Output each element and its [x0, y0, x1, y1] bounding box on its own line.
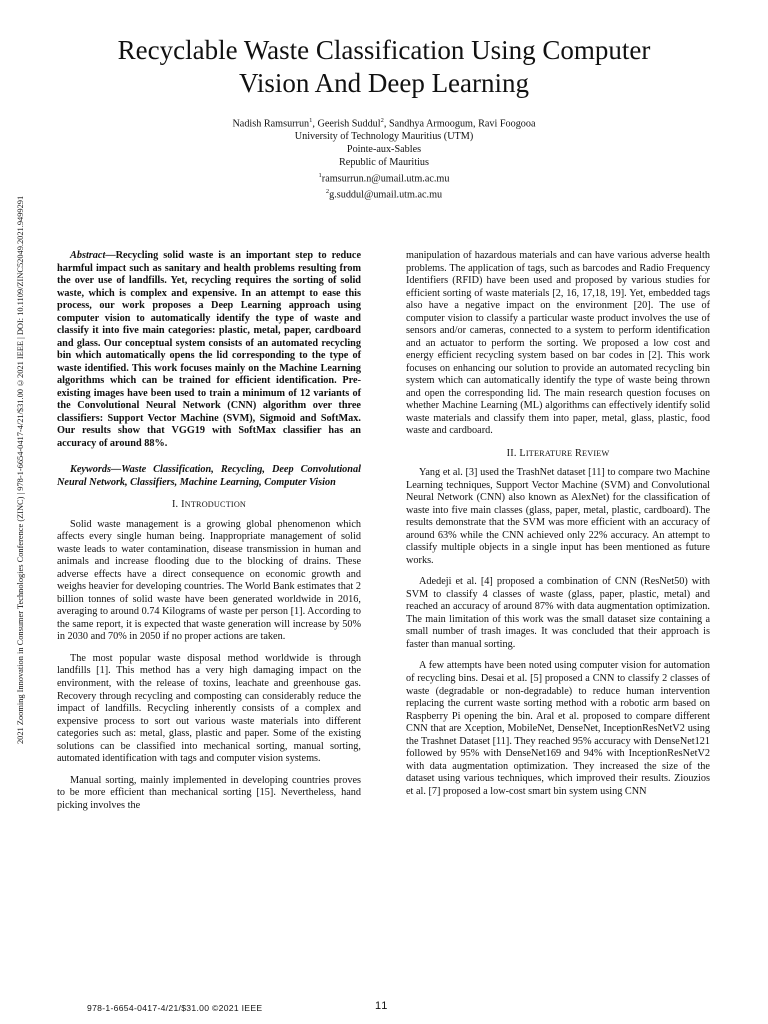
title-line-1: Recyclable Waste Classification Using Computer — [117, 35, 651, 65]
author-email-2: $^2$g.suddul@umail.utm.ac.mu — [325, 188, 443, 201]
intro-paragraph-2: The most popular waste disposal method worldwide is through landfills [1]. This method has a very high damaging impact on the environment, with the release of toxins, leachate and greenhouse gas. Recovery through recycling and composting can considerably reduce the impact of landfills. Recycling inherently consists of a complex and expensive process to sort out various waste materials into different categories such as: metal, glass, plastic and paper. Some of the existing solutions can be classified into mechanical sorting, manual sorting, automated identification with tags and computer vision systems. — [57, 652, 361, 765]
conference-side-note: 2021 Zooming Innovation in Consumer Technologies Conference (ZINC) | 978-1-6654-0417-4/21/$31.00 ©2021 IEEE | DOI: 10.1109/ZINC52049.2021.9499291 — [16, 196, 25, 745]
author-affiliation: University of Technology Mauritius (UTM) — [294, 131, 474, 143]
intro-paragraph-3: Manual sorting, mainly implemented in developing countries proves to be more efficient than mechanical sorting [15]. Nevertheless, hand picking involves the — [57, 774, 361, 811]
author-city: Pointe-aux-Sables — [346, 144, 422, 156]
author-email-1: $^1$ramsurrun.n@umail.utm.ac.mu — [318, 172, 450, 185]
lit-paragraph-1: Yang et al. [3] used the TrashNet dataset [11] to compare two Machine Learning techniques, Support Vector Machine (SVM) and Convolutional Neural Network (CNN) also known as AlexNet) for the classification of waste into five main classes (glass, paper, metal, plastic, cardboard). The results demonstrate that the SVM was more efficient with an accuracy of around 63% while the CNN achieved only 22% accuracy. An attempt to classify multiple objects in a single input has been mentioned as future works. — [406, 467, 710, 566]
intro-paragraph-4: manipulation of hazardous materials and can have various adverse health problems. The application of tags, such as barcodes and Radio Frequency Identifiers (RFID) have been used and proposed by various studies for efficient sorting of waste materials [2, 16, 17,18, 19]. Yet, embedded tags also have a negative impact on the environment [20]. The use of computer vision to classify a particular waste product involves the use of sensors and/or cameras, connected to a system to perform identification and an actuator to perform the sorting. We proposed a low cost and energy efficient recycling system based on bar codes in [2]. This work focuses on enhancing our solution to provide an automated recycling bin system which can automatically identify the type of waste being thrown and open the corresponding lid. The main research question focuses on whether Machine Learning (ML) algorithms can effectively identify solid waste materials and classify them into paper, metal, glass, plastic, food waste and cardboard. — [406, 250, 710, 437]
intro-paragraph-1: Solid waste management is a growing global phenomenon which affects every single human being. Inappropriate management of solid waste leads to water contamination, disease transmission in human and animals and increase flooding due to the blocking of drains. These adverse effects have a direct consequence on economic growth and weighs heavier for developing countries. The World Bank estimates that 2 billion tonnes of solid waste have been generated worldwide in 2016, averaging to around 0.74 Kilograms of waste per person [1]. According to the same report, it is expected that waste generation will increase by 50% in 2030 and 70% in 2050 if no proper actions are taken. — [57, 518, 361, 643]
title-line-2: Vision And Deep Learning — [238, 68, 530, 98]
lit-paragraph-2: Adedeji et al. [4] proposed a combination of CNN (ResNet50) with SVM to classify 4 classes of waste (glass, paper, plastic, metal) and reached an accuracy of around 87% with data augmentation optimization. The main limitation of this work was the small dataset size containing a small number of trash images. It was concluded that their approach is faster than manual sorting. — [406, 576, 710, 650]
author-names: Nadish Ramsurrun$^1$, Geerish Suddul$^2$, Sandhya Armoogum, Ravi Foogooa — [232, 117, 536, 130]
section-heading-introduction: I. INTRODUCTION — [171, 499, 247, 511]
author-block — [134, 115, 634, 203]
lit-paragraph-3: A few attempts have been noted using computer vision for automation of recycling bins. Desai et al. [5] proposed a CNN to classify 2 classes of waste (degradable or non-degradable) to reduce human intervention replacing the current waste sorting method with a robotic arm based on Raspberry Pi opening the bin. Aral et al. proposed to compare different CNN that are Xception, MobileNet, DenseNet, InceptionResNetV2 using the Trashnet Dataset [11]. They reached 95% accuracy with DenseNet121 followed by 95% with DenseNet169 and 94% with InceptionResNetV2 with data augmentation optimization. They increased the size of the dataset using various techniques, which improved their results. Ziouzios et al. [7] proposed a low-cost smart bin system using CNN — [406, 660, 710, 797]
abstract: Abstract—Recycling solid waste is an important step to reduce harmful impact such as sanitary and health problems resulting from the over use of landfills. Yet, recycling requires the sorting of solid waste, which is complex and expensive. In an attempt to ease this process, our work proposes a Deep Learning approach using computer vision to automatically identify the type of waste and classify it into five main categories: plastic, metal, paper, cardboard and glass. Our conceptual system consists of an automated recycling bin which automatically opens the lid corresponding to the type of waste identified. This work focuses mainly on the Machine Learning algorithms which can be trained for efficient identification. Pre-existing images have been used to train a minimum of 12 variants of the Convolutional Neural Network (CNN) algorithm over three classifiers: Support Vector Machine (SVM), Sigmoid and SoftMax. Our results show that VGG19 with SoftMax classifier has an accuracy of around 88%. — [57, 250, 361, 449]
page-number: 11 — [375, 1000, 389, 1012]
left-column — [57, 250, 361, 812]
keywords: Keywords—Waste Classification, Recycling, Deep Convolutional Neural Network, Classifiers, Machine Learning, Computer Vision — [57, 464, 361, 488]
paper-title — [60, 34, 708, 100]
author-country: Republic of Mauritius — [339, 157, 429, 169]
footer-isbn: 978-1-6654-0417-4/21/$31.00 ©2021 IEEE — [87, 1003, 263, 1013]
right-column — [406, 250, 710, 798]
section-heading-literature-review: II. LITERATURE REVIEW — [506, 447, 610, 459]
